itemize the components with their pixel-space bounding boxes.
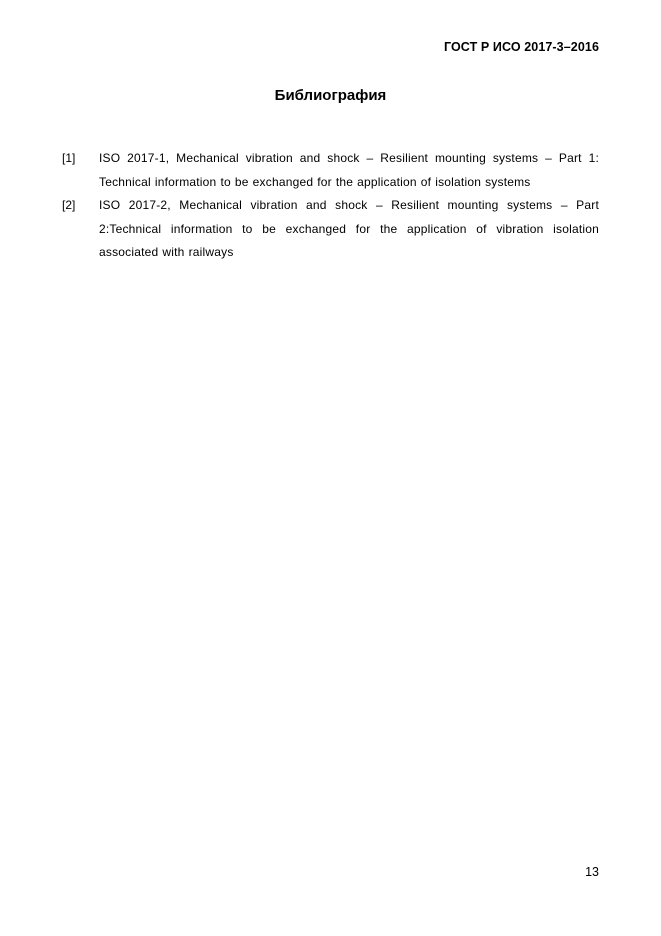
page-number: 13 <box>585 865 599 879</box>
bibliography-entry-text: ISO 2017-2, Mechanical vibration and shock – Resilient mounting systems – Part 2:Technical information to be exchanged for the application of vibration isolation associated with railways <box>99 198 599 259</box>
bibliography-entry <box>62 147 599 194</box>
document-code-header: ГОСТ Р ИСО 2017-3–2016 <box>443 40 599 54</box>
bibliography-entry-number: [2] <box>62 198 76 212</box>
bibliography-entry <box>62 194 599 265</box>
bibliography-entry-text: ISO 2017-1, Mechanical vibration and shock – Resilient mounting systems – Part 1: Technical information to be exchanged for the application of isolation systems <box>99 151 599 189</box>
section-title: Библиография <box>274 87 387 104</box>
bibliography-list <box>62 147 599 265</box>
bibliography-entry-number: [1] <box>62 151 76 165</box>
